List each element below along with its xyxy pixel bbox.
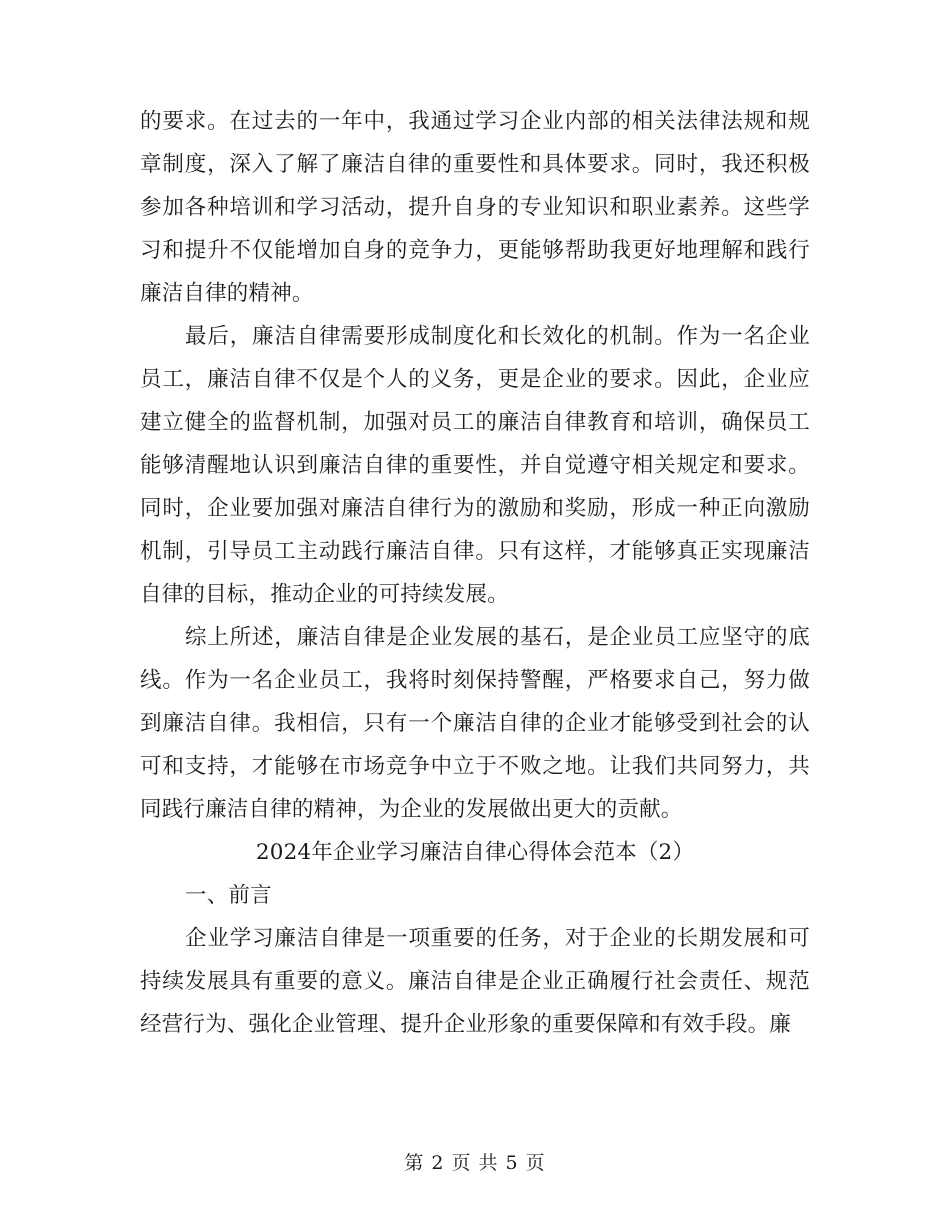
paragraph-last: 最后，廉洁自律需要形成制度化和长效化的机制。作为一名企业员工，廉洁自律不仅是个人的义务，更是企业的要求。因此，企业应建立健全的监督机制，加强对员工的廉洁自律教育和培训，确保员工能够清醒地认识到廉洁自律的重要性，并自觉遵守相关规定和要求。同时，企业要加强对廉洁自律行为的激励和奖励，形成一种正向激励机制，引导员工主动践行廉洁自律。只有这样，才能够真正实现廉洁自律的目标，推动企业的可持续发展。	[140, 324, 810, 607]
paragraph-intro: 企业学习廉洁自律是一项重要的任务，对于企业的长期发展和可持续发展具有重要的意义。廉洁自律是企业正确履行社会责任、规范经营行为、强化企业管理、提升企业形象的重要保障和有效手段。廉	[140, 926, 810, 1037]
section-title: 2024年企业学习廉洁自律心得体会范本（2）	[255, 840, 695, 865]
page-footer: 第 2 页 共 5 页	[404, 1152, 546, 1174]
subheading-preface: 一、前言	[185, 883, 272, 908]
paragraph-continued: 的要求。在过去的一年中，我通过学习企业内部的相关法律法规和规章制度，深入了解了廉洁自律的重要性和具体要求。同时，我还积极参加各种培训和学习活动，提升自身的专业知识和职业素养。这些学习和提升不仅能增加自身的竞争力，更能够帮助我更好地理解和践行廉洁自律的精神。	[140, 109, 810, 306]
document-body	[140, 100, 810, 1046]
paragraph-summary: 综上所述，廉洁自律是企业发展的基石，是企业员工应坚守的底线。作为一名企业员工，我将时刻保持警醒，严格要求自己，努力做到廉洁自律。我相信，只有一个廉洁自律的企业才能够受到社会的认可和支持，才能够在市场竞争中立于不败之地。让我们共同努力，共同践行廉洁自律的精神，为企业的发展做出更大的贡献。	[140, 625, 810, 822]
